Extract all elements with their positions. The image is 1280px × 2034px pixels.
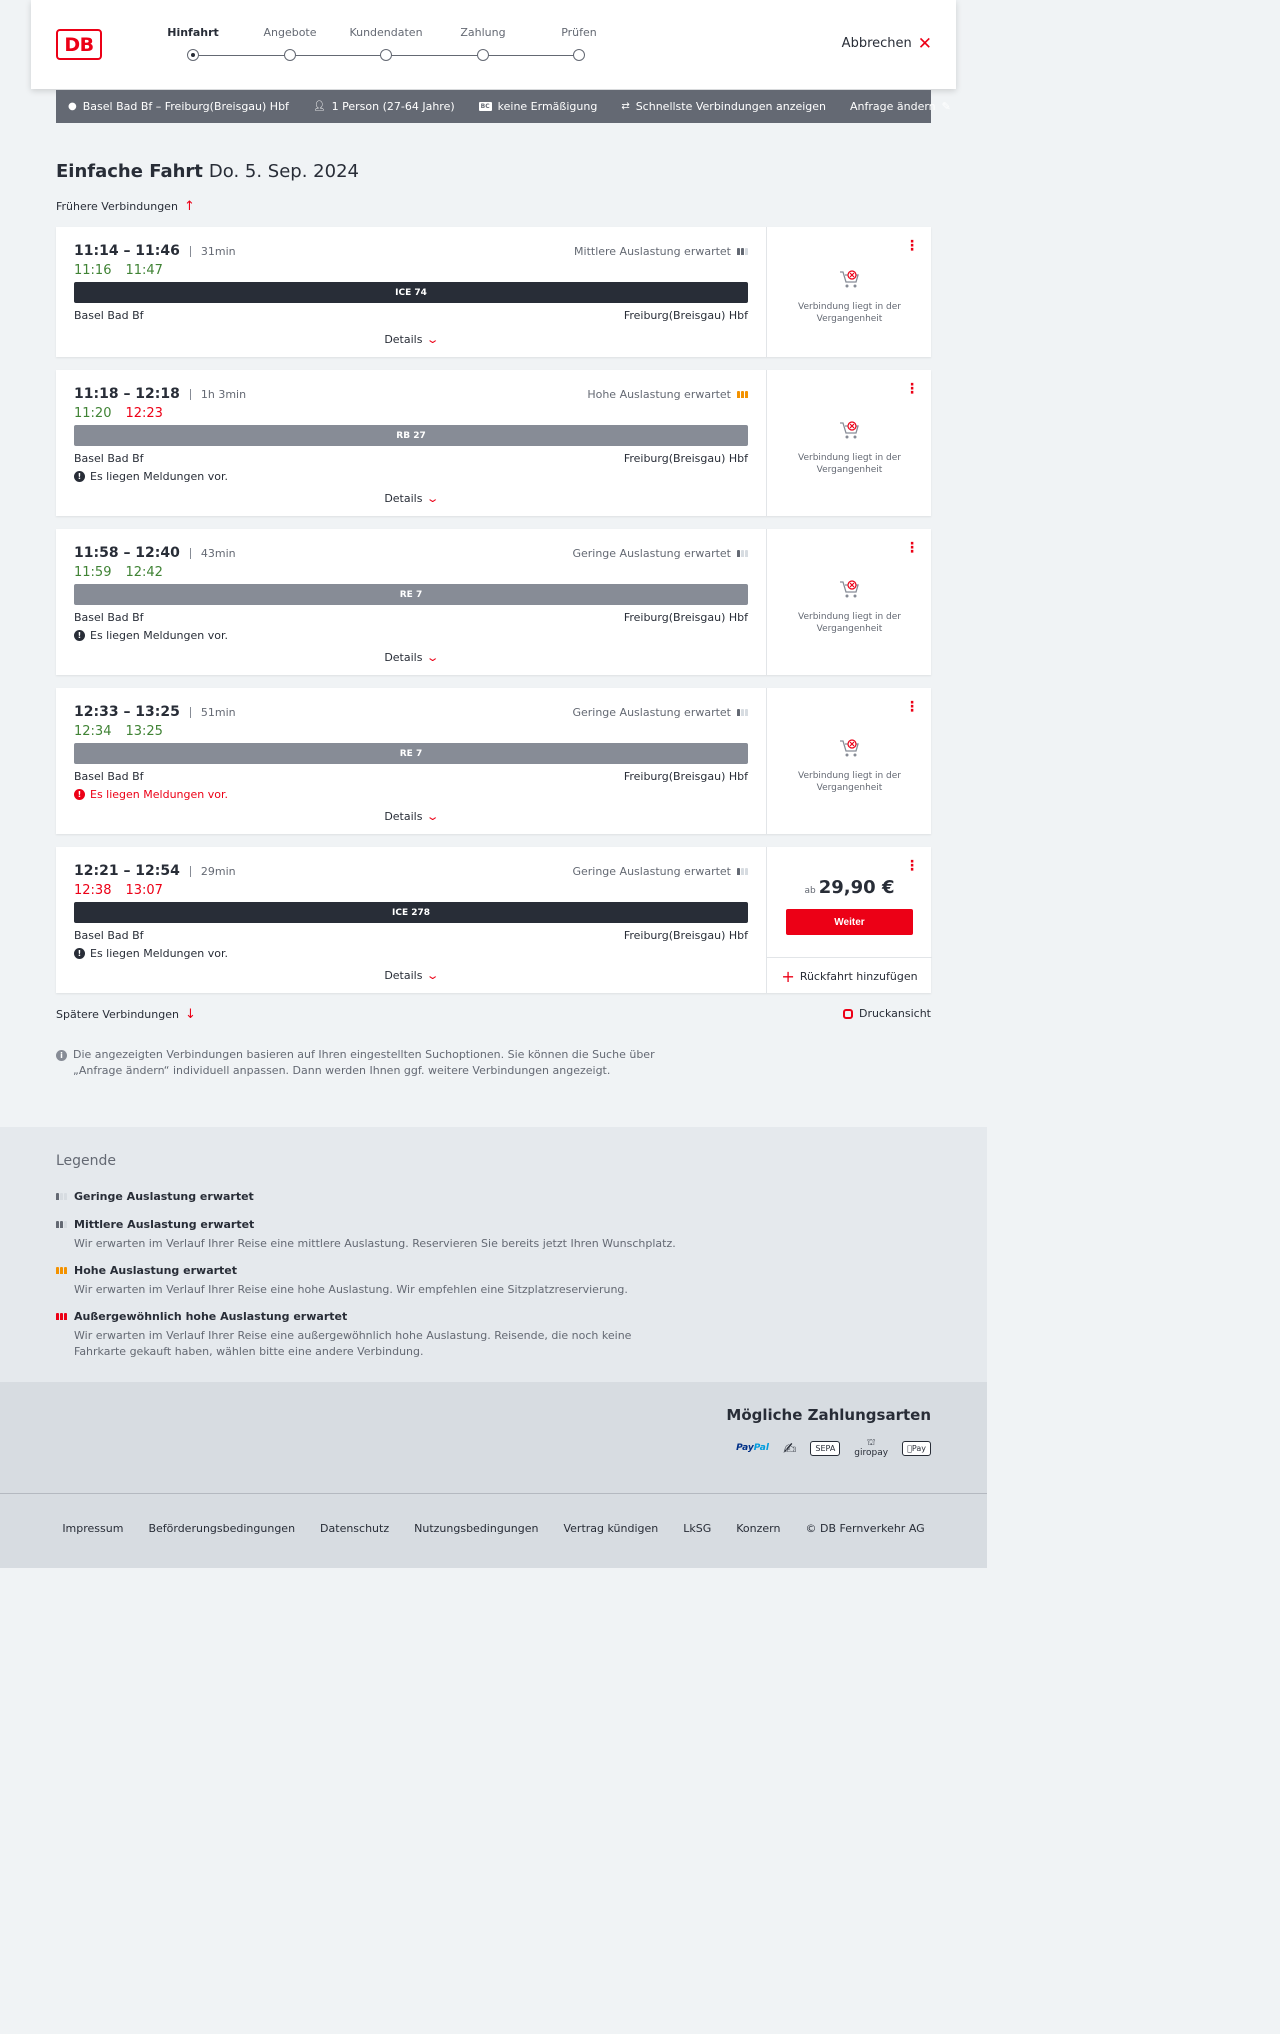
realtime-arrival: 11:47 (125, 263, 163, 278)
planned-times: 12:33 – 13:25 (74, 704, 180, 720)
step-angebote (250, 26, 330, 39)
payment-title: Mögliche Zahlungsarten (726, 1406, 931, 1424)
trip-kind: Einfache Fahrt (56, 161, 203, 182)
edit-request-label: Anfrage ändern (850, 100, 936, 113)
occupancy-text: Hohe Auslastung erwartet (587, 388, 731, 401)
realtime-departure: 12:38 (74, 883, 112, 898)
realtime-arrival: 13:07 (125, 883, 163, 898)
person-icon: 👤︎ (312, 101, 326, 112)
details-label: Details (384, 333, 423, 346)
message-text: Es liegen Meldungen vor. (90, 470, 228, 483)
step-label: Angebote (263, 26, 317, 39)
print-view-link[interactable] (843, 1007, 931, 1020)
print-label: Druckansicht (858, 1007, 931, 1020)
details-label: Details (384, 492, 423, 505)
step-dot (573, 49, 585, 61)
legend-item-text: Wir erwarten im Verlauf Ihrer Reise eine hohe Auslastung. Wir empfehlen eine Sitzplatzreservierung. (74, 1283, 628, 1296)
more-options-icon[interactable]: ⋮ (905, 238, 919, 254)
arrow-up-icon: ↑ (183, 199, 195, 214)
past-notice: Verbindung liegt in der Vergangenheit (798, 612, 901, 634)
location-pin-icon: ● (68, 101, 77, 112)
origin-station: Basel Bad Bf (74, 309, 144, 322)
printer-icon (843, 1009, 853, 1019)
footer-link-befoerderungsbedingungen[interactable]: Beförderungsbedingungen (148, 1522, 296, 1535)
step-dot-active (187, 49, 199, 61)
search-summary-bar (56, 90, 951, 123)
legend-item-label: Außergewöhnlich hohe Auslastung erwartet (74, 1310, 348, 1323)
step-hinfahrt (153, 26, 233, 39)
legend-title: Legende (56, 1153, 117, 1169)
sepa-icon: SEPA (810, 1441, 840, 1456)
origin-station: Basel Bad Bf (74, 770, 144, 783)
train-bar[interactable] (74, 902, 748, 923)
details-toggle[interactable] (56, 810, 766, 823)
realtime-departure: 11:59 (74, 565, 112, 580)
cart-unavailable-icon (839, 420, 861, 440)
cart-unavailable-icon (839, 738, 861, 758)
persons-text: 1 Person (27-64 Jahre) (331, 100, 455, 113)
price (767, 877, 932, 898)
plus-icon: + (781, 966, 795, 986)
legend-item-title (56, 1218, 676, 1231)
discount-summary (479, 100, 598, 113)
planned-times: 11:18 – 12:18 (74, 386, 180, 402)
connection-card[interactable] (56, 688, 931, 834)
route-text: Basel Bad Bf – Freiburg(Breisgau) Hbf (82, 100, 289, 113)
duration: 1h 3min (190, 389, 246, 400)
past-notice: Verbindung liegt in der Vergangenheit (798, 771, 901, 793)
occupancy-text: Geringe Auslastung erwartet (572, 706, 731, 719)
duration: 51min (190, 707, 236, 718)
giropay-icon: ⛫ giropay (854, 1438, 889, 1458)
train-name: RB 27 (396, 430, 426, 441)
past-notice: Verbindung liegt in der Vergangenheit (798, 302, 901, 324)
details-toggle[interactable] (56, 333, 766, 346)
occupancy-low-icon (737, 868, 748, 875)
chevron-down-icon: ⌄ (426, 651, 440, 664)
destination-station: Freiburg(Breisgau) Hbf (623, 309, 748, 322)
train-bar[interactable] (74, 282, 748, 303)
destination-station: Freiburg(Breisgau) Hbf (623, 770, 748, 783)
message-text: Es liegen Meldungen vor. (90, 629, 228, 642)
realtime-times (74, 406, 163, 421)
destination-station: Freiburg(Breisgau) Hbf (623, 611, 748, 624)
edit-request-button[interactable] (850, 100, 951, 113)
details-label: Details (384, 810, 423, 823)
alert-icon: ! (74, 471, 85, 482)
legend-item-label: Mittlere Auslastung erwartet (74, 1218, 255, 1231)
train-name: RE 7 (399, 748, 423, 759)
payment-methods-section (0, 1382, 987, 1493)
train-bar[interactable] (74, 584, 748, 605)
chevron-down-icon: ⌄ (426, 492, 440, 505)
connection-card[interactable] (56, 847, 931, 993)
occupancy-info (574, 245, 748, 258)
alert-icon: ! (74, 948, 85, 959)
logo-text: DB (64, 33, 94, 56)
realtime-times (74, 565, 163, 580)
occupancy-high-icon (56, 1267, 67, 1274)
connection-main (56, 847, 766, 993)
legend-item-text: Wir erwarten im Verlauf Ihrer Reise eine mittlere Auslastung. Reservieren Sie bereits jetzt Ihren Wunschplatz. (74, 1237, 676, 1250)
fastest-toggle[interactable] (621, 100, 826, 113)
legend-item-high (56, 1264, 676, 1298)
disruption-message[interactable] (74, 947, 228, 960)
trip-date: Do. 5. Sep. 2024 (208, 161, 359, 182)
message-text: Es liegen Meldungen vor. (90, 947, 228, 960)
occupancy-low-icon (737, 709, 748, 716)
step-label: Zahlung (460, 26, 506, 39)
origin-station: Basel Bad Bf (74, 611, 144, 624)
realtime-departure: 11:20 (74, 406, 112, 421)
page-title (56, 161, 359, 182)
step-zahlung (443, 26, 523, 39)
origin-station: Basel Bad Bf (74, 929, 144, 942)
connection-times (74, 243, 236, 259)
info-icon: i (56, 1050, 67, 1061)
cancel-button[interactable] (841, 33, 932, 54)
occupancy-low-icon (737, 550, 748, 557)
earlier-connections-link[interactable] (56, 199, 195, 214)
train-name: ICE 278 (391, 907, 431, 918)
connection-offer (766, 688, 931, 834)
disruption-message[interactable] (74, 470, 228, 483)
train-name: ICE 74 (395, 287, 427, 298)
step-kundendaten (346, 26, 426, 39)
past-notice: Verbindung liegt in der Vergangenheit (798, 453, 901, 475)
duration: 29min (190, 866, 236, 877)
bahncard-icon: BC (480, 103, 490, 110)
step-dot (477, 49, 489, 61)
later-label: Spätere Verbindungen (56, 1008, 179, 1021)
credit-card-icon: ✍︎ (782, 1438, 797, 1458)
route-summary (68, 100, 289, 113)
footer-link-konzern[interactable]: Konzern (736, 1522, 781, 1535)
train-bar[interactable] (74, 425, 748, 446)
occupancy-info (572, 706, 748, 719)
realtime-arrival: 12:23 (125, 406, 163, 421)
swap-arrows-icon: ⇄ (621, 101, 630, 112)
realtime-times (74, 883, 163, 898)
planned-times: 11:14 – 11:46 (74, 243, 180, 259)
connection-card[interactable] (56, 370, 931, 516)
pencil-icon: ✎ (941, 100, 951, 113)
step-label: Prüfen (561, 26, 597, 39)
fastest-text: Schnellste Verbindungen anzeigen (635, 100, 827, 113)
footer-link-impressum[interactable]: Impressum (62, 1522, 124, 1535)
price-prefix: ab (804, 886, 816, 896)
footer-link-datenschutz[interactable]: Datenschutz (320, 1522, 390, 1535)
later-connections-link[interactable] (56, 1007, 196, 1022)
paypal-pal: Pal (753, 1443, 769, 1453)
connection-times (74, 863, 236, 879)
connection-offer (766, 529, 931, 675)
details-toggle[interactable] (56, 492, 766, 505)
occupancy-medium-icon (737, 248, 748, 255)
close-icon: ✕ (917, 33, 932, 54)
step-label: Kundendaten (349, 26, 423, 39)
footer (0, 1493, 987, 1568)
legend-item-title (56, 1264, 676, 1277)
discount-text: keine Ermäßigung (497, 100, 598, 113)
connection-card[interactable] (56, 529, 931, 675)
continue-button[interactable]: Weiter (786, 909, 913, 935)
footer-link-vertrag-kuendigen[interactable]: Vertrag kündigen (563, 1522, 659, 1535)
progress-steps (162, 26, 597, 66)
occupancy-extreme-icon (56, 1313, 67, 1320)
copyright: © DB Fernverkehr AG (805, 1522, 925, 1535)
step-pruefen (539, 26, 619, 39)
alert-icon: ! (74, 630, 85, 641)
disruption-message[interactable] (74, 629, 228, 642)
connection-main (56, 529, 766, 675)
occupancy-text: Geringe Auslastung erwartet (572, 547, 731, 560)
legend-item-low (56, 1190, 676, 1203)
price-value: 29,90 € (818, 877, 895, 898)
connection-card[interactable] (56, 227, 931, 357)
connection-times (74, 545, 236, 561)
occupancy-text: Mittlere Auslastung erwartet (574, 245, 731, 258)
apple-pay-label: Pay (911, 1443, 926, 1453)
legend-section (0, 1127, 987, 1382)
connection-times (74, 704, 236, 720)
chevron-down-icon: ⌄ (426, 810, 440, 823)
occupancy-info (572, 547, 748, 560)
arrow-down-icon: ↓ (184, 1007, 196, 1022)
connection-offer (766, 847, 931, 993)
disruption-message[interactable] (74, 788, 228, 801)
connection-main (56, 370, 766, 516)
apple-pay-icon (902, 1441, 931, 1456)
connection-main (56, 688, 766, 834)
connection-offer (766, 227, 931, 357)
realtime-times (74, 263, 163, 278)
connection-times (74, 386, 246, 402)
train-bar[interactable] (74, 743, 748, 764)
return-label: Rückfahrt hinzufügen (799, 969, 918, 983)
paypal-icon (736, 1443, 769, 1453)
step-dot (284, 49, 296, 61)
info-notice (56, 1047, 656, 1079)
legend-item-text: Wir erwarten im Verlauf Ihrer Reise eine außergewöhnlich hohe Auslastung. Reisende, die noch keine Fahrkarte gekauft haben, wählen bitte eine andere Verbindung. (74, 1329, 632, 1358)
footer-link-lksg[interactable]: LkSG (683, 1522, 712, 1535)
details-label: Details (384, 651, 423, 664)
more-options-icon[interactable]: ⋮ (905, 699, 919, 715)
legend-item-extreme (56, 1310, 676, 1360)
details-toggle[interactable] (56, 651, 766, 664)
legend-item-medium (56, 1218, 676, 1252)
db-logo[interactable] (56, 29, 102, 60)
chevron-down-icon: ⌄ (426, 969, 440, 982)
header (31, 0, 956, 89)
realtime-times (74, 724, 163, 739)
realtime-arrival: 13:25 (125, 724, 163, 739)
footer-links (0, 1522, 987, 1535)
message-text: Es liegen Meldungen vor. (90, 788, 228, 801)
duration: 31min (190, 246, 236, 257)
connection-offer (766, 370, 931, 516)
more-options-icon[interactable]: ⋮ (905, 540, 919, 556)
giropay-label: giropay (854, 1448, 889, 1458)
alert-icon: ! (74, 789, 85, 800)
step-label: Hinfahrt (167, 26, 219, 39)
legend-item-label: Hohe Auslastung erwartet (74, 1264, 238, 1277)
footer-link-nutzungsbedingungen[interactable]: Nutzungsbedingungen (414, 1522, 539, 1535)
occupancy-info (572, 865, 748, 878)
connection-main (56, 227, 766, 357)
legend-item-title (56, 1190, 676, 1203)
paypal-pay: Pay (736, 1443, 754, 1453)
cart-unavailable-icon (839, 579, 861, 599)
destination-station: Freiburg(Breisgau) Hbf (623, 452, 748, 465)
occupancy-info (587, 388, 748, 401)
more-options-icon[interactable]: ⋮ (905, 858, 919, 874)
duration: 43min (190, 548, 236, 559)
details-toggle[interactable] (56, 969, 766, 982)
step-dot (380, 49, 392, 61)
destination-station: Freiburg(Breisgau) Hbf (623, 929, 748, 942)
more-options-icon[interactable]: ⋮ (905, 381, 919, 397)
origin-station: Basel Bad Bf (74, 452, 144, 465)
occupancy-text: Geringe Auslastung erwartet (572, 865, 731, 878)
occupancy-medium-icon (56, 1221, 67, 1228)
details-label: Details (384, 969, 423, 982)
legend-item-label: Geringe Auslastung erwartet (74, 1190, 254, 1203)
realtime-departure: 12:34 (74, 724, 112, 739)
planned-times: 11:58 – 12:40 (74, 545, 180, 561)
planned-times: 12:21 – 12:54 (74, 863, 180, 879)
info-text: Die angezeigten Verbindungen basieren auf Ihren eingestellten Suchoptionen. Sie können die Suche über „Anfrage ändern“ individuell anpassen. Dann werden Ihnen ggf. weitere Verbindungen angezeigt. (73, 1048, 655, 1077)
cart-unavailable-icon (839, 269, 861, 289)
legend-item-title (56, 1310, 676, 1323)
realtime-arrival: 12:42 (125, 565, 163, 580)
persons-summary (313, 100, 455, 113)
add-return-trip-button[interactable] (767, 957, 932, 994)
chevron-down-icon: ⌄ (426, 333, 440, 346)
occupancy-high-icon (737, 391, 748, 398)
train-name: RE 7 (399, 589, 423, 600)
payment-logos (736, 1438, 931, 1458)
cancel-label: Abbrechen (841, 36, 912, 51)
realtime-departure: 11:16 (74, 263, 112, 278)
occupancy-low-icon (56, 1193, 67, 1200)
earlier-label: Frühere Verbindungen (56, 200, 178, 213)
